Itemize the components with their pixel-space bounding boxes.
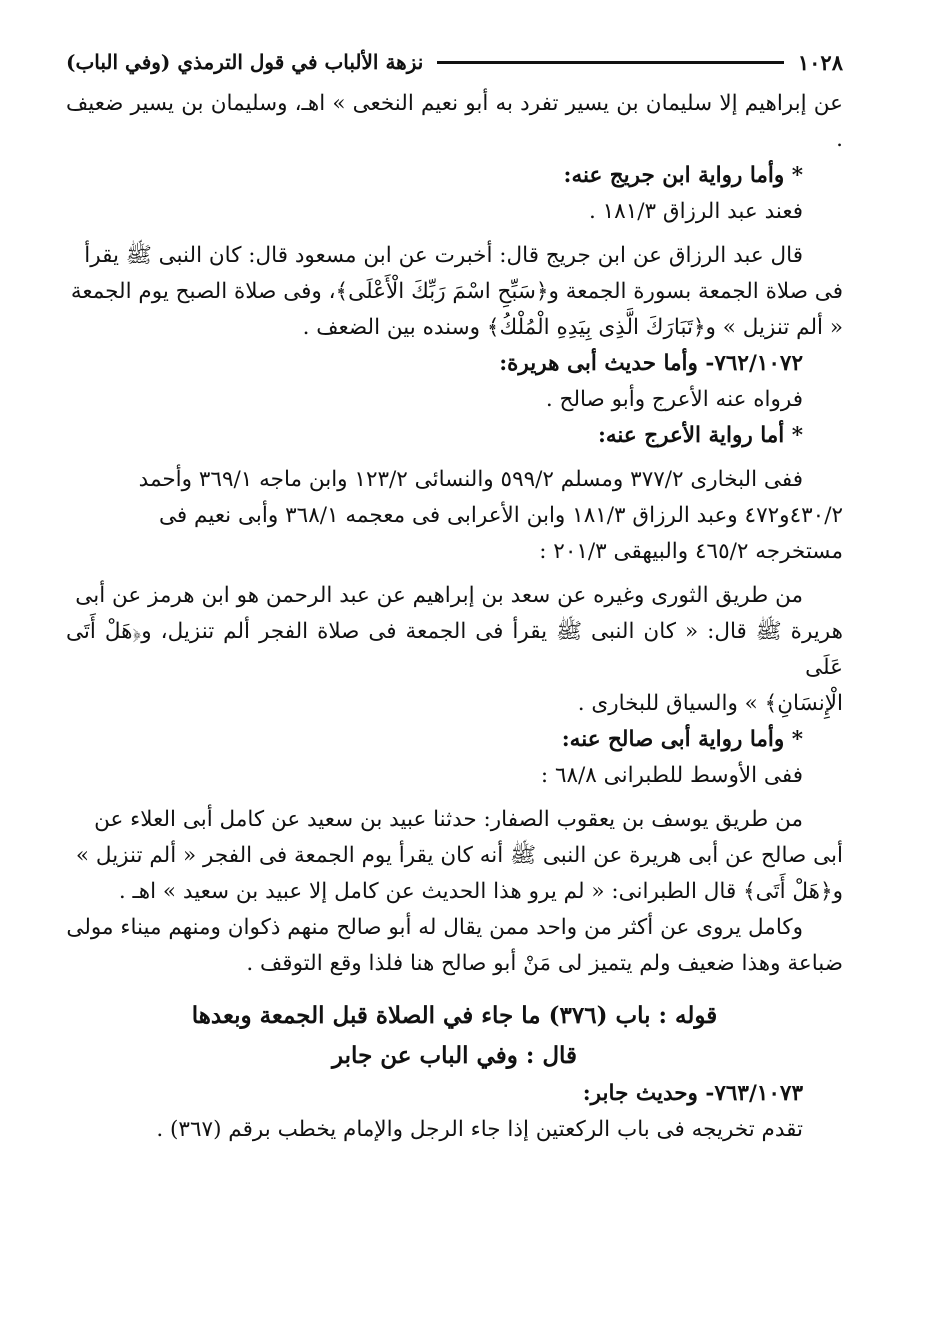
page-number: ١٠٢٨	[797, 49, 843, 75]
text-line: أبى صالح عن أبى هريرة عن النبى ﷺ أنه كان يقرأ يوم الجمعة فى الفجر « ألم تنزيل »	[75, 843, 843, 868]
spacer	[66, 982, 843, 996]
paragraph	[66, 802, 843, 910]
chapter-subheading: قال : وفي الباب عن جابر	[331, 1042, 578, 1069]
section-heading: * وأما رواية ابن جريج عنه:	[563, 163, 803, 188]
chapter-heading: قوله : باب (٣٧٦) ما جاء في الصلاة قبل الجمعة وبعدها	[191, 1002, 718, 1029]
running-header	[66, 44, 843, 80]
text-line: فعند عبد الرزاق ١٨١/٣ .	[588, 199, 803, 224]
text-line: وكامل يروى عن أكثر من واحد ممن يقال له أبو صالح منهم ذكوان ومنهم ميناء مولى	[66, 915, 803, 940]
text-line: و﴿هَلْ أَتَى﴾ قال الطبرانى: « لم يرو هذا الحديث عن كامل إلا عبيد بن سعيد » اهـ .	[118, 879, 843, 904]
text-line: ٤٣٠/٢و٤٧٢ وعبد الرزاق ١٨١/٣ وابن الأعرابى فى معجمه ٣٦٨/١ وأبى نعيم فى	[158, 503, 843, 528]
header-rule	[437, 61, 784, 64]
paragraph	[66, 578, 843, 722]
text-line: فرواه عنه الأعرج وأبو صالح .	[545, 387, 803, 412]
text-line: هريرة ﷺ قال: « كان النبى ﷺ يقرأ فى الجمعة فى صلاة الفجر ألم تنزيل، و﴿هَلْ أَتَى عَلَى	[66, 619, 843, 680]
text-line: قال عبد الرزاق عن ابن جريج قال: أخبرت عن ابن مسعود قال: كان النبى ﷺ يقرأ	[84, 243, 803, 268]
text-line: « ألم تنزيل » و﴿تَبَارَكَ الَّذِى بِيَدِهِ الْمُلْكُ﴾ وسنده بين الضعف .	[302, 315, 843, 340]
text-line: مستخرجه ٤٦٥/٢ والبيهقى ٢٠١/٣ :	[539, 539, 843, 564]
text-line: تقدم تخريجه فى باب الركعتين إذا جاء الرجل والإمام يخطب برقم (٣٦٧) .	[156, 1117, 803, 1142]
paragraph	[66, 910, 843, 982]
text-line: فى صلاة الجمعة بسورة الجمعة و﴿سَبِّحِ اسْمَ رَبِّكَ الْأَعْلَى﴾، وفى صلاة الصبح يوم الجمعة	[70, 279, 843, 304]
text-line: من طريق الثورى وغيره عن سعد بن إبراهيم عن عبد الرحمن هو ابن هرمز عن أبى	[75, 583, 803, 608]
section-heading: * وأما رواية أبى صالح عنه:	[561, 727, 803, 752]
hadith-heading: ٧٦٢/١٠٧٢- وأما حديث أبى هريرة:	[499, 351, 803, 376]
text-line: عن إبراهيم إلا سليمان بن يسير تفرد به أبو نعيم النخعى » اهـ، وسليمان بن يسير ضعيف .	[66, 91, 843, 152]
text-line: ضباعة وهذا ضعيف ولم يتميز لى مَنْ أبو صالح هنا فلذا وقع التوقف .	[246, 951, 843, 976]
text-line: ففى البخارى ٣٧٧/٢ ومسلم ٥٩٩/٢ والنسائى ١٢٣/٢ وابن ماجه ٣٦٩/١ وأحمد	[138, 467, 803, 492]
paragraph	[66, 462, 843, 570]
text-line: الْإِنسَانِ﴾ » والسياق للبخارى .	[577, 691, 843, 716]
text-line: ففى الأوسط للطبرانى ٦٨/٨ :	[540, 763, 803, 788]
hadith-heading: ٧٦٣/١٠٧٣- وحديث جابر:	[582, 1081, 803, 1106]
running-title: نزهة الألباب في قول الترمذي (وفي الباب)	[66, 50, 424, 74]
section-heading: * أما رواية الأعرج عنه:	[597, 423, 803, 448]
page-body	[66, 86, 843, 1148]
text-line: من طريق يوسف بن يعقوب الصفار: حدثنا عبيد بن سعيد عن كامل أبى العلاء عن	[94, 807, 803, 832]
paragraph	[66, 238, 843, 346]
